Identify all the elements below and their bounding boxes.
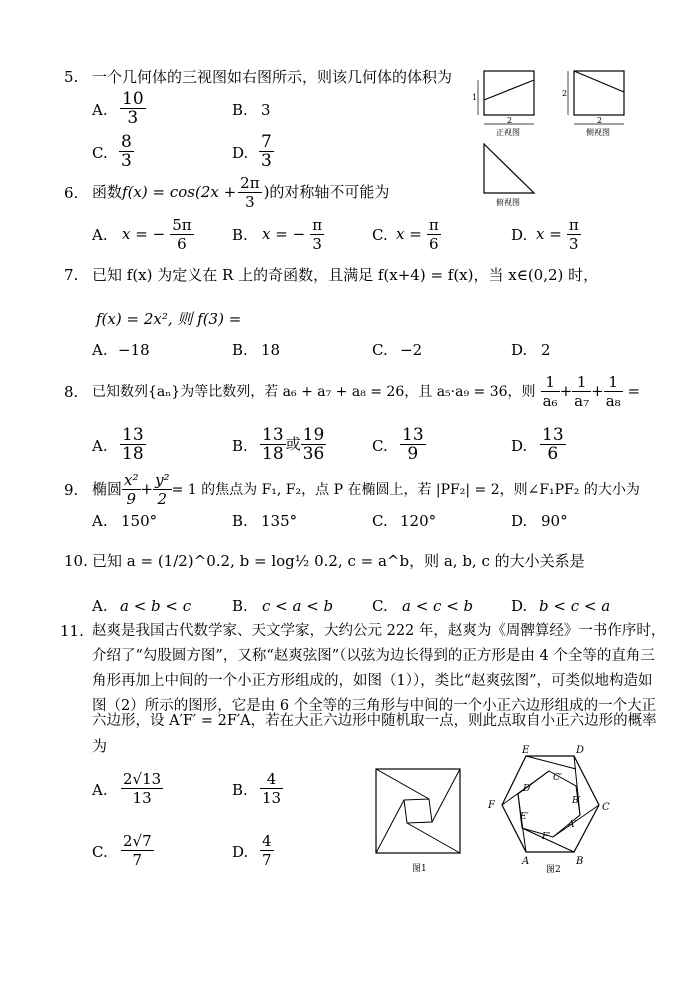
q6-frac-num: 2π [240, 174, 260, 192]
fig2-label-c-prime: C′ [553, 773, 562, 783]
q9-option-c-label: C. [372, 512, 388, 530]
fig2-label-e-prime: E′ [520, 812, 529, 822]
q11-line5: 六边形，设 A′F′ = 2F′A，若在大正六边形中随机取一点，则此点取自小正六边形的概率 [92, 713, 657, 729]
q8-f1-den: a₆ [542, 392, 558, 410]
top-view-triangle [484, 144, 534, 193]
q8-stem: 已知数列{aₙ}为等比数列，若 a₆ + a₇ + a₈ = 26，且 a₅·a₉ = 36，则 $\frac{1}{\text{a₆}}$ + $\frac{1}{\text{a₇}}$ + $\frac{1}{\text{a₈}}$ = [92, 373, 641, 410]
q5-a-num: 10 [122, 89, 144, 109]
q8-f3-num: 1 [604, 373, 623, 392]
q10-option-a-value: a < b < c [120, 597, 192, 615]
q6-option-d-label: D. [511, 226, 528, 244]
q9-option-a-label: A. [92, 512, 108, 530]
fig2-caption: 图2 [546, 865, 561, 875]
q5-option-b-value: 3 [261, 101, 271, 119]
q10-option-a-label: A. [92, 597, 108, 615]
q8-b-num1: 13 [262, 425, 284, 445]
q9-stem-prefix: 椭圆 [92, 480, 123, 498]
q11-c-num: 2√7 [123, 832, 152, 850]
q6-b-num: π [312, 216, 323, 234]
front-view-rect [484, 71, 534, 115]
fig1-inner-square [404, 799, 432, 823]
q5-option-d-label: D. [232, 144, 249, 162]
q9-option-a-value: 150° [121, 512, 158, 530]
q9-f2-den: 2 [157, 490, 168, 508]
q8-option-a-label: A. [92, 437, 108, 455]
q9-f2-num: y² [155, 471, 170, 489]
q8-option-d [540, 426, 566, 463]
q11-c-den: 7 [132, 851, 143, 869]
side-dim-height: 2 [562, 89, 568, 98]
q7-option-b-value: 18 [261, 341, 281, 359]
q5-a-den: 3 [127, 108, 139, 128]
front-view-caption: 正视图 [496, 128, 520, 137]
q11-line1: 赵爽是我国古代数学家、天文学家，大约公元 222 年，赵爽为《周髀算经》一书作序时， [92, 623, 666, 639]
q11-option-c-label: C. [92, 843, 108, 861]
q11-line2: 介绍了“勾股圆方图”，又称“赵爽弦图”（以弦为边长得到的正方形是由 4 个全等的直角三 [92, 648, 655, 664]
q5-d-num: 7 [261, 132, 272, 152]
q6-d-pre: x = [536, 225, 562, 243]
q8-b-or: 或 [285, 435, 301, 453]
q5-c-den: 3 [121, 151, 132, 171]
q5-option-d [259, 133, 274, 170]
q6-option-b [262, 216, 324, 253]
q6-stem-suffix: )的对称轴不可能为 [263, 183, 390, 201]
q5-option-a [120, 90, 146, 127]
q7-option-a-value: −18 [118, 341, 150, 359]
q6-a-num: 5π [172, 216, 192, 234]
fig2-label-d-prime: D′ [523, 784, 533, 794]
fig2-label-f: F [488, 800, 495, 811]
q7-option-b-label: B. [232, 341, 248, 359]
q9-option-b-value: 135° [261, 512, 298, 530]
q11-option-b-label: B. [232, 781, 248, 799]
q8-a-num: 13 [122, 425, 144, 445]
q7-option-c-label: C. [372, 341, 388, 359]
q11-option-c [121, 832, 154, 869]
q8-option-d-label: D. [511, 437, 528, 455]
q6-option-d [536, 216, 581, 253]
q6-frac-den: 3 [245, 193, 255, 211]
q8-f3-den: a₈ [605, 392, 621, 410]
q6-c-den: 6 [429, 235, 439, 253]
q6-d-num: π [568, 216, 579, 234]
q9-option-b-label: B. [232, 512, 248, 530]
q9-f1-num: x² [124, 471, 139, 489]
q9-option-c-value: 120° [400, 512, 437, 530]
q8-c-den: 9 [407, 444, 419, 464]
q11-a-num: 2√13 [123, 770, 162, 788]
fig2-label-e: E [522, 745, 530, 756]
q6-option-c [396, 216, 441, 253]
side-view-caption: 侧视图 [586, 128, 610, 137]
q10-number: 10. [64, 552, 88, 570]
q6-option-a [122, 216, 194, 253]
q6-a-pre: x = − [122, 225, 166, 243]
q10-option-d-value: b < c < a [539, 597, 611, 615]
top-view-caption: 俯视图 [496, 198, 520, 207]
q10-option-c-label: C. [372, 597, 388, 615]
q6-option-b-label: B. [232, 226, 248, 244]
q6-function: f(x) = cos(2x + [122, 183, 237, 201]
q6-c-pre: x = [396, 225, 422, 243]
q11-d-den: 7 [262, 851, 272, 869]
fig2-label-f-prime: F′ [542, 832, 551, 842]
q8-d-num: 13 [542, 425, 564, 445]
q5-c-num: 8 [121, 132, 132, 152]
q9-stem-suffix: = 1 的焦点为 F₁, F₂，点 P 在椭圆上，若 |PF₂| = 2，则∠F₁PF₂ 的大小为 [171, 482, 640, 498]
q5-number: 5. [64, 68, 79, 86]
side-view-rect [574, 71, 624, 115]
q11-option-b [260, 770, 283, 807]
q8-option-c [400, 426, 426, 463]
q7-option-a-label: A. [92, 341, 108, 359]
q6-a-den: 6 [177, 235, 187, 253]
front-dim-height: 1 [472, 93, 478, 102]
q10-option-b-label: B. [232, 597, 248, 615]
q10-stem: 已知 a = (1/2)^0.2, b = log½ 0.2, c = a^b，则 a, b, c 的大小关系是 [92, 552, 585, 570]
q6-b-den: 3 [312, 235, 322, 253]
fig1-caption: 图1 [412, 864, 427, 874]
q5-option-a-label: A. [92, 101, 108, 119]
fig2-label-b-prime: B′ [572, 796, 581, 806]
q9-f1-den: 9 [126, 490, 137, 508]
q5-option-c-label: C. [92, 144, 108, 162]
q10-option-b-value: c < a < b [262, 597, 334, 615]
q8-b-num2: 19 [302, 425, 325, 445]
q7-option-d-value: 2 [541, 341, 551, 359]
q7-number: 7. [64, 266, 79, 284]
q10-option-d-label: D. [511, 597, 528, 615]
fig2-label-c: C [602, 802, 610, 813]
fig2-label-b: B [576, 856, 584, 867]
q6-number: 6. [64, 184, 79, 202]
q11-option-a-label: A. [92, 781, 108, 799]
q6-c-num: π [428, 216, 439, 234]
q11-figure1 [370, 765, 470, 877]
q5-option-b-label: B. [232, 101, 248, 119]
fig2-label-a: A [522, 856, 530, 867]
q11-line4: 图（2）所示的图形，它是由 6 个全等的三角形与中间的一个小正六边形组成的一个大正 [92, 698, 657, 714]
q8-d-den: 6 [547, 444, 559, 464]
q11-line3: 角形再加上中间的一个小正方形组成的，如图（1）），类比“赵爽弦图”，可类似地构造如 [92, 673, 653, 689]
q8-option-c-label: C. [372, 437, 388, 455]
q7-stem-line2: f(x) = 2x², 则 f(3) = [96, 310, 242, 328]
fig1-outer-square [376, 769, 460, 853]
q9-number: 9. [64, 481, 79, 499]
fig2-outer-hexagon [502, 756, 599, 852]
q8-b-den1: 18 [262, 444, 284, 464]
q11-d-num: 4 [262, 832, 272, 850]
q5-stem: 一个几何体的三视图如右图所示，则该几何体的体积为 [92, 68, 453, 86]
q11-number: 11. [60, 622, 84, 640]
q8-stem-text: 已知数列{aₙ}为等比数列，若 a₆ + a₇ + a₈ = 26，且 a₅·a₉ = 36，则 [92, 384, 536, 400]
fig2-label-d: D [576, 745, 585, 756]
q6-d-den: 3 [569, 235, 579, 253]
q8-number: 8. [64, 383, 79, 401]
q6-option-c-label: C. [372, 226, 388, 244]
q11-b-num: 4 [260, 770, 283, 789]
side-dim-width: 2 [597, 116, 603, 125]
q7-option-c-value: −2 [400, 341, 423, 359]
q8-f2-num: 1 [572, 373, 591, 392]
q8-f2-den: a₇ [574, 392, 590, 410]
q6-stem [92, 174, 389, 211]
q9-option-d-label: D. [511, 512, 528, 530]
q7-option-d-label: D. [511, 341, 528, 359]
front-dim-width: 2 [507, 116, 513, 125]
q11-option-d [260, 832, 274, 869]
q5-option-c [119, 133, 134, 170]
q11-a-den: 13 [132, 789, 152, 807]
q11-b-den: 13 [262, 789, 282, 807]
q11-figure2 [482, 742, 622, 877]
q7-stem-line1: 已知 f(x) 为定义在 R 上的奇函数，且满足 f(x+4) = f(x)，当 x∈(0,2) 时， [92, 266, 599, 284]
q6-stem-prefix: 函数 [92, 183, 123, 201]
q8-a-den: 18 [122, 444, 144, 464]
fig2-label-a-prime: A′ [568, 820, 577, 830]
q8-option-a [120, 426, 146, 463]
q8-c-num: 13 [402, 425, 424, 445]
q10-option-c-value: a < c < b [402, 597, 474, 615]
q9-option-d-value: 90° [541, 512, 568, 530]
q8-b-den2: 36 [302, 444, 325, 464]
q11-option-a [121, 770, 163, 807]
q8-option-b [260, 426, 326, 463]
q11-option-d-label: D. [232, 843, 249, 861]
q11-line6: 为 [92, 737, 108, 755]
q6-b-pre: x = − [262, 225, 306, 243]
q5-d-den: 3 [261, 151, 272, 171]
q8-option-b-label: B. [232, 437, 248, 455]
q9-stem: 椭圆 $\frac{\text{x²}}{9}$ + $\frac{\text{y²}}{2}$ = 1 的焦点为 F₁, F₂，点 P 在椭圆上，若 |PF₂| = 2，则∠F₁PF₂ 的大小为 [92, 471, 640, 508]
q6-option-a-label: A. [92, 226, 108, 244]
q8-f1-num: 1 [541, 373, 560, 392]
q5-three-view-figure [470, 66, 640, 208]
